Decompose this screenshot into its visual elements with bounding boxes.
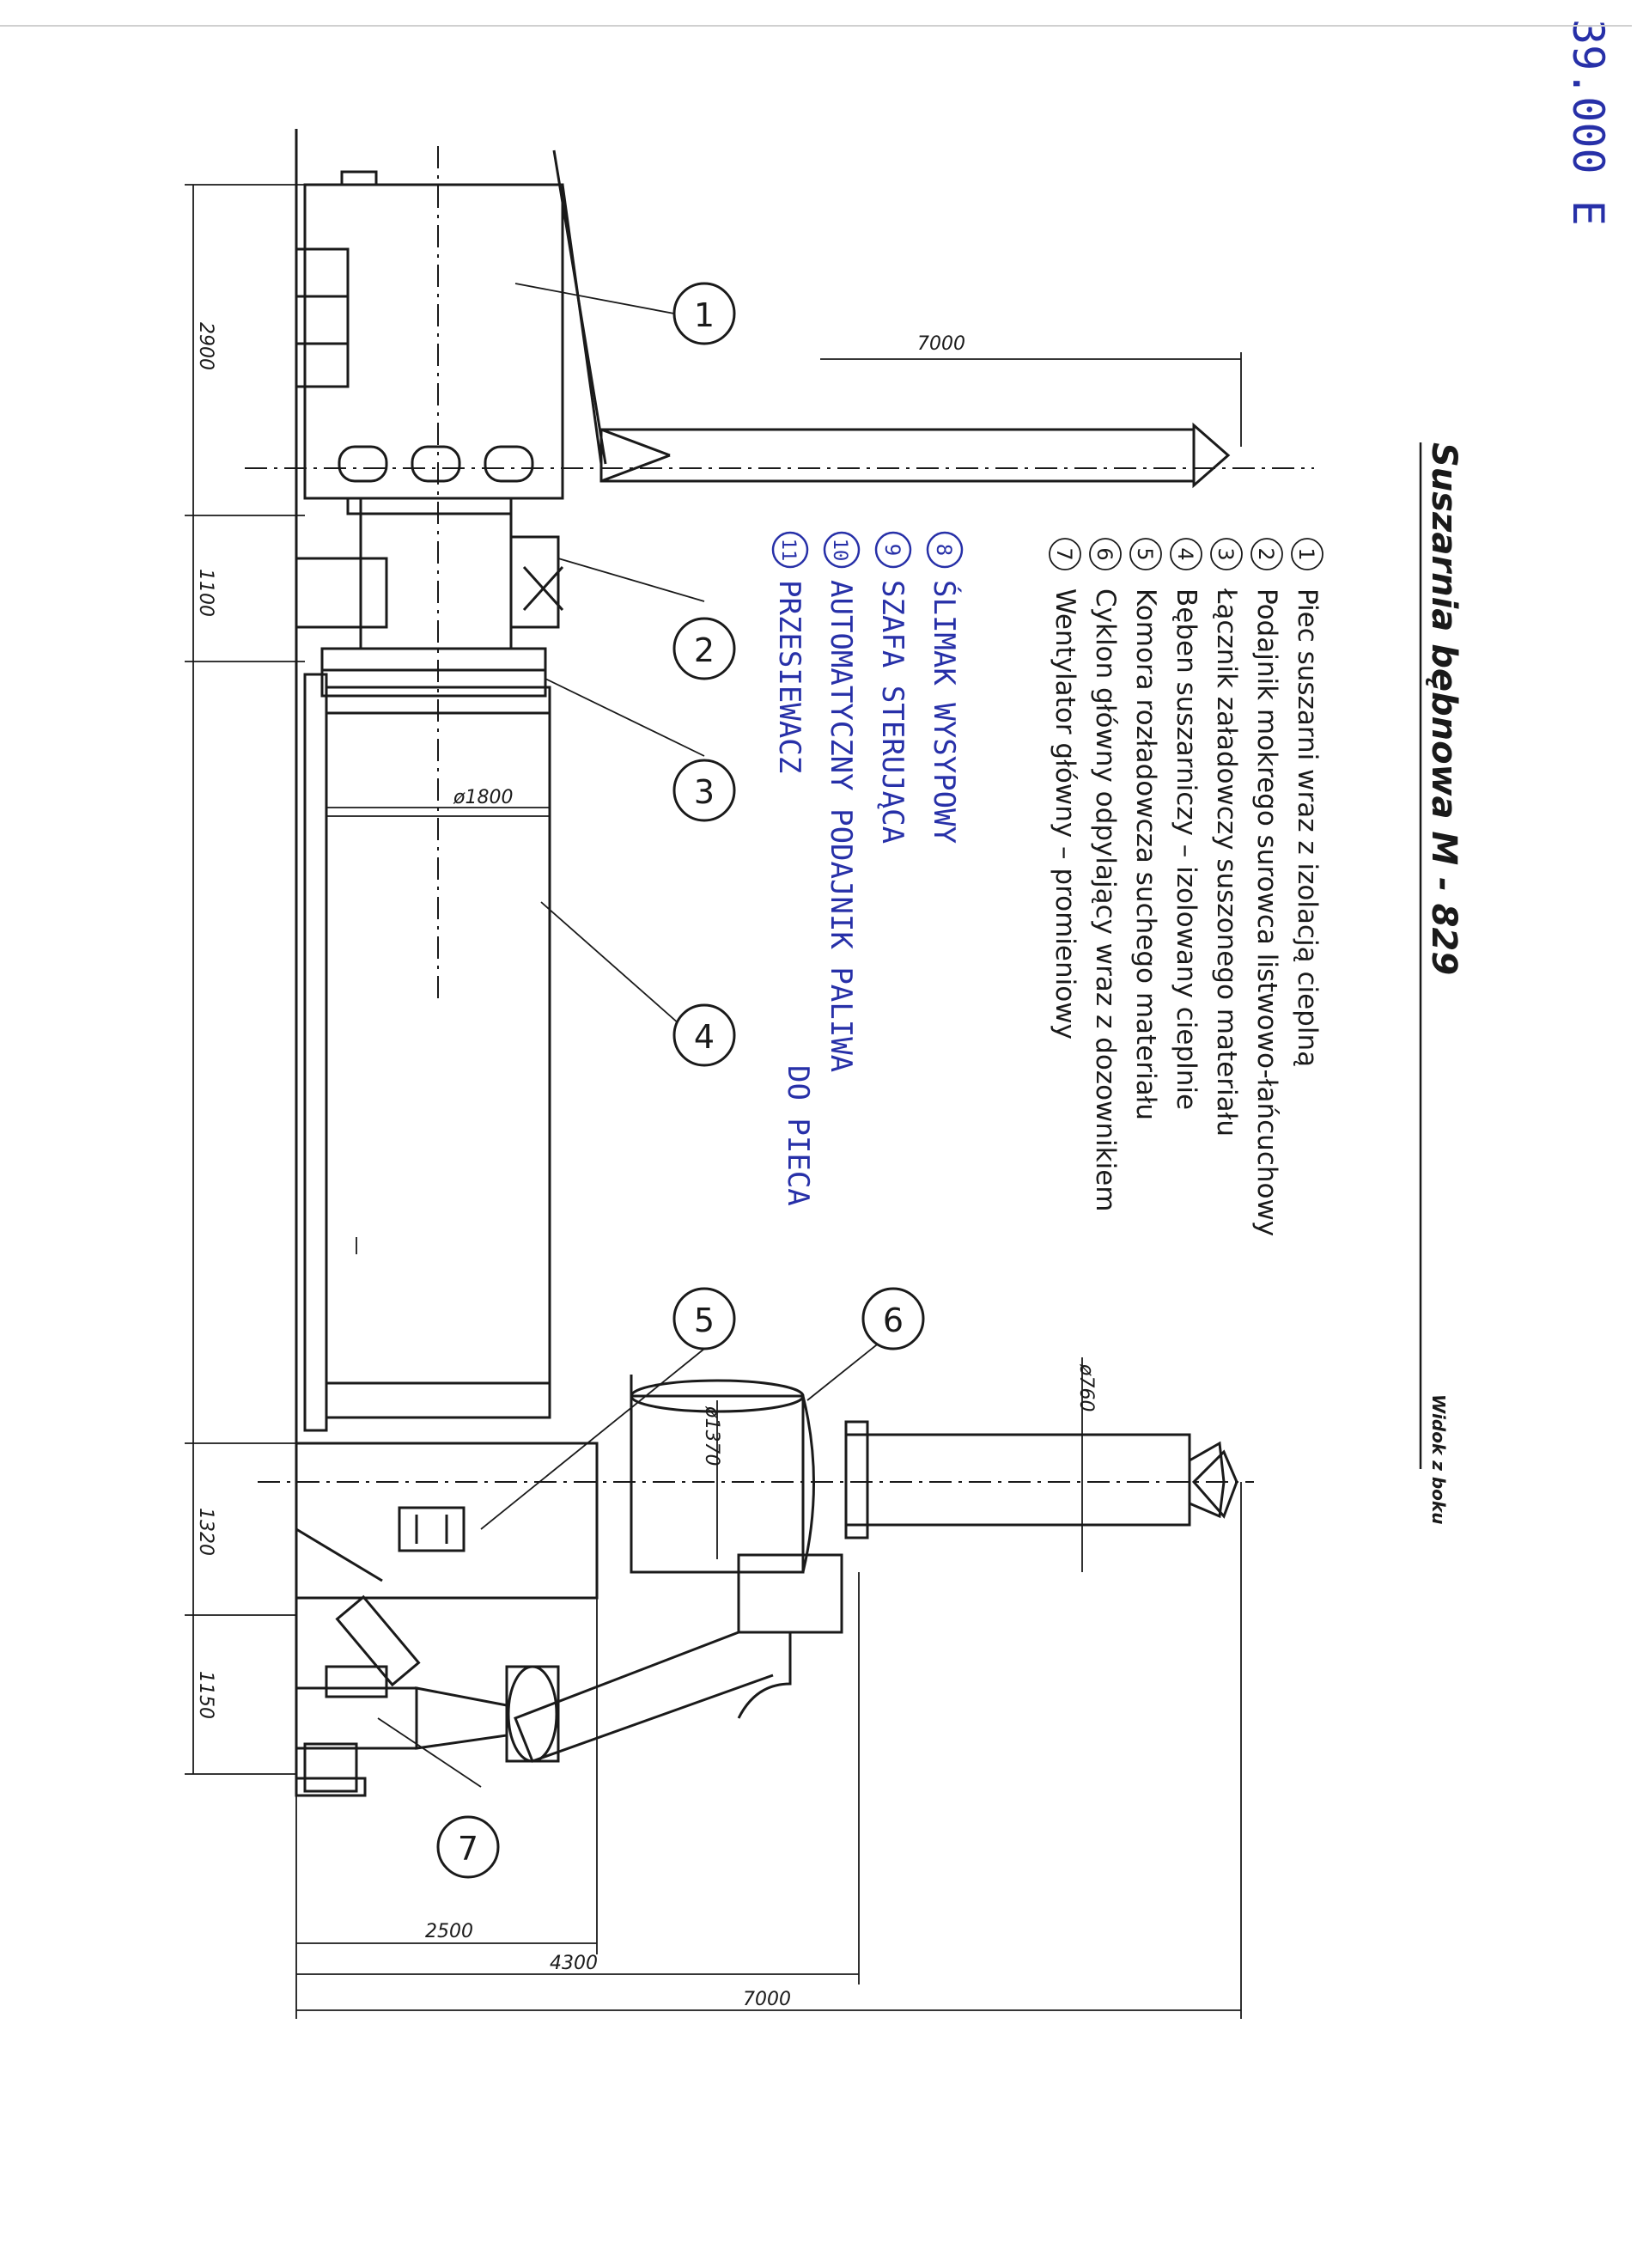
callout-5 bbox=[674, 1289, 734, 1349]
legend-item-4 bbox=[1171, 539, 1202, 1110]
dim-seg-1: 2900 bbox=[195, 322, 216, 370]
feeder bbox=[296, 498, 704, 649]
svg-text:DO PIECA: DO PIECA bbox=[781, 1065, 815, 1206]
callout-1 bbox=[515, 284, 734, 344]
svg-text:PRZESIEWACZ: PRZESIEWACZ bbox=[772, 580, 806, 774]
legend-item-7 bbox=[1050, 539, 1080, 1040]
page-number: 39.000 E bbox=[1563, 19, 1613, 226]
dim-seg-4: 1150 bbox=[195, 1671, 216, 1719]
handwritten-item-10-cont bbox=[781, 1065, 815, 1206]
legend bbox=[1050, 539, 1323, 1236]
svg-text:3: 3 bbox=[693, 773, 715, 811]
svg-text:5: 5 bbox=[1133, 547, 1157, 561]
furnace bbox=[296, 150, 605, 498]
svg-text:9: 9 bbox=[880, 543, 904, 557]
dim-drum: ø1800 bbox=[453, 787, 514, 808]
legend-item-6 bbox=[1090, 539, 1121, 1212]
legend-item-2 bbox=[1251, 539, 1282, 1236]
svg-text:Podajnik mokrego surowca listw: Podajnik mokrego surowca listwowo-łańcuchowy bbox=[1251, 588, 1282, 1237]
callout-6 bbox=[863, 1289, 923, 1349]
svg-text:6: 6 bbox=[882, 1302, 904, 1339]
dim-cyclone: ø1370 bbox=[701, 1406, 722, 1466]
duct bbox=[507, 1555, 842, 1761]
svg-text:Piec suszarni wraz z izolacją: Piec suszarni wraz z izolacją cieplną bbox=[1292, 588, 1323, 1068]
discharge-chamber bbox=[296, 1349, 704, 1697]
svg-text:Wentylator główny – promieniow: Wentylator główny – promieniowy bbox=[1050, 588, 1080, 1040]
drawing-subtitle: Widok z boku bbox=[1428, 1394, 1449, 1525]
drawing-title: Suszarnia bębnowa M - 829 bbox=[1424, 442, 1463, 976]
svg-text:2: 2 bbox=[1254, 547, 1278, 561]
dim-seg-2: 1100 bbox=[195, 569, 216, 617]
svg-text:4: 4 bbox=[1173, 547, 1197, 561]
handwritten-item-8 bbox=[927, 533, 962, 844]
dim-seg-3: 1320 bbox=[195, 1508, 216, 1556]
callout-3 bbox=[674, 760, 734, 820]
svg-text:7: 7 bbox=[1052, 547, 1076, 561]
exhaust-stack bbox=[846, 1357, 1237, 1572]
svg-text:SZAFA STERUJĄCA: SZAFA STERUJĄCA bbox=[875, 580, 910, 844]
callout-2 bbox=[674, 619, 734, 679]
svg-text:Komora rozładowcza suchego mat: Komora rozładowcza suchego materiału bbox=[1130, 588, 1161, 1121]
svg-text:10: 10 bbox=[829, 538, 850, 562]
svg-text:Bęben suszarniczy – izolowany: Bęben suszarniczy – izolowany cieplnie bbox=[1171, 588, 1202, 1111]
svg-text:8: 8 bbox=[932, 543, 956, 557]
svg-text:ŚLIMAK WYSYPOWY: ŚLIMAK WYSYPOWY bbox=[927, 580, 961, 844]
svg-text:6: 6 bbox=[1092, 547, 1117, 561]
svg-text:AUTOMATYCZNY PODAJNIK PALIWA: AUTOMATYCZNY PODAJNIK PALIWA bbox=[824, 580, 858, 1073]
handwritten-item-10 bbox=[824, 533, 859, 1072]
svg-text:2: 2 bbox=[693, 631, 715, 669]
handwritten-item-9 bbox=[875, 533, 910, 844]
cyclone bbox=[631, 1332, 893, 1572]
loading-connector bbox=[322, 649, 704, 756]
callout-7 bbox=[438, 1817, 498, 1877]
dim-stack: ø760 bbox=[1075, 1364, 1097, 1412]
chimney bbox=[601, 425, 1228, 485]
dim-chimney: 7000 bbox=[917, 333, 965, 355]
title-block bbox=[1421, 442, 1463, 1524]
handwritten-item-11 bbox=[772, 533, 807, 773]
legend-item-3 bbox=[1211, 539, 1242, 1137]
svg-text:5: 5 bbox=[693, 1302, 715, 1339]
handwritten-legend bbox=[772, 533, 962, 1206]
svg-text:4: 4 bbox=[693, 1018, 715, 1056]
svg-text:3: 3 bbox=[1214, 547, 1238, 561]
svg-text:7: 7 bbox=[457, 1830, 479, 1868]
svg-text:Cyklon główny odpylający wraz: Cyklon główny odpylający wraz z dozownikiem bbox=[1090, 588, 1121, 1212]
callout-4 bbox=[674, 1005, 734, 1065]
dim-width-1: 2500 bbox=[425, 1921, 473, 1942]
svg-text:11: 11 bbox=[777, 538, 799, 562]
dim-width-2: 4300 bbox=[550, 1953, 598, 1974]
svg-text:1: 1 bbox=[1294, 547, 1318, 561]
svg-text:Łącznik załadowczy suszonego m: Łącznik załadowczy suszonego materiału bbox=[1211, 588, 1242, 1137]
legend-item-1 bbox=[1292, 539, 1323, 1067]
main-fan bbox=[296, 1688, 507, 1796]
svg-text:1: 1 bbox=[693, 296, 715, 334]
dim-width-3: 7000 bbox=[743, 1989, 791, 2010]
legend-item-5 bbox=[1130, 539, 1161, 1120]
